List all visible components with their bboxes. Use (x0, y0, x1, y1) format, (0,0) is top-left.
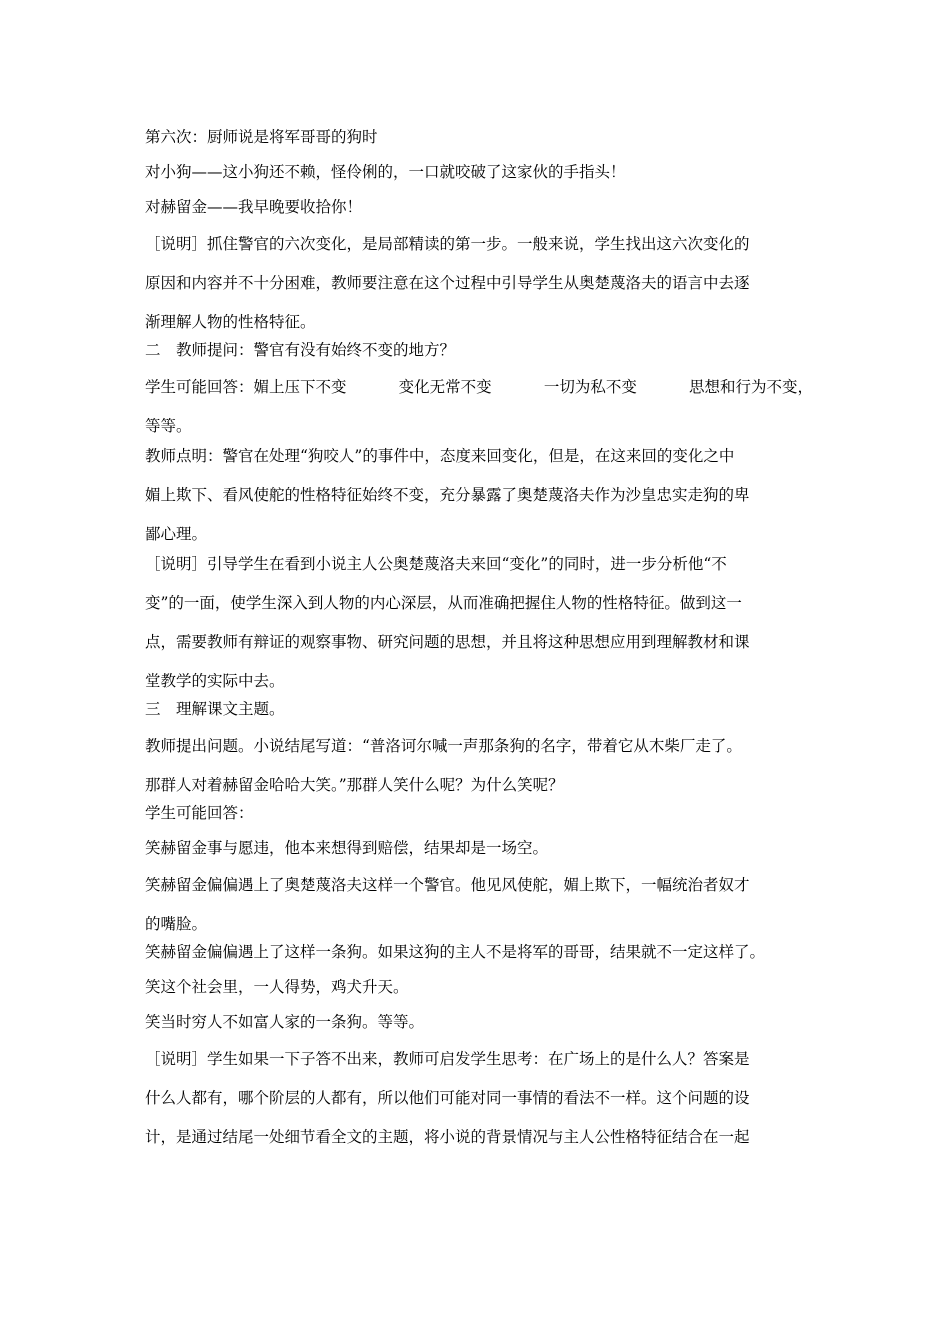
text-line: 笑赫留金偏偏遇上了这样一条狗。如果这狗的主人不是将军的哥哥，结果就不一定这样了。 (145, 943, 766, 961)
section-heading: 二 教师提问：警官有没有始终不变的地方？ (145, 341, 456, 359)
text-line: 笑赫留金偏偏遇上了奥楚蔑洛夫这样一个警官。他见风使舵，媚上欺下，一幅统治者奴才 (145, 876, 750, 894)
text-line: 什么人都有，哪个阶层的人都有，所以他们可能对同一事情的看法不一样。这个问题的设 (145, 1089, 750, 1107)
answer-option: 思想和行为不变， (688, 378, 813, 396)
text-line: 渐理解人物的性格特征。 (145, 313, 316, 331)
text-line: ［说明］引导学生在看到小说主人公奥楚蔑洛夫来回“变化”的同时，进一步分析他“不 (145, 555, 727, 573)
text-line: 鄙心理。 (145, 525, 208, 543)
text-line: 原因和内容并不十分困难，教师要注意在这个过程中引导学生从奥楚蔑洛夫的语言中去逐 (145, 274, 750, 292)
answer-option: 变化无常不变 (398, 378, 492, 396)
text-line: 学生可能回答： (145, 804, 254, 822)
text-line: 媚上欺下、看风使舵的性格特征始终不变，充分暴露了奥楚蔑洛夫作为沙皇忠实走狗的卑 (145, 486, 750, 504)
text-line: 那群人对着赫留金哈哈大笑。”那群人笑什么呢？为什么笑呢？ (145, 776, 564, 794)
section-heading: 三 理解课文主题。 (145, 700, 285, 718)
text-line: 第六次：厨师说是将军哥哥的狗时 (145, 128, 378, 146)
text-line: 笑当时穷人不如富人家的一条狗。等等。 (145, 1013, 425, 1031)
document-body (145, 120, 815, 1157)
text-line: 计，是通过结尾一处细节看全文的主题，将小说的背景情况与主人公性格特征结合在一起 (145, 1128, 750, 1146)
text-line: 点，需要教师有辩证的观察事物、研究问题的思想，并且将这种思想应用到理解教材和课 (145, 633, 750, 651)
text-line: 教师提出问题。小说结尾写道：“普洛诃尔喊一声那条狗的名字，带着它从木柴厂走了。 (145, 737, 742, 755)
text-line: ［说明］学生如果一下子答不出来，教师可启发学生思考：在广场上的是什么人？答案是 (145, 1050, 750, 1068)
text-line: 笑这个社会里，一人得势，鸡犬升天。 (145, 978, 409, 996)
text-line: 对赫留金——我早晚要收拾你！ (145, 198, 363, 216)
answer-option: 学生可能回答：媚上压下不变 (145, 378, 347, 396)
text-line: 堂教学的实际中去。 (145, 672, 285, 690)
text-line: 教师点明：警官在处理“狗咬人”的事件中，态度来回变化，但是，在这来回的变化之中 (145, 447, 735, 465)
answer-options-line (145, 368, 813, 407)
text-line: 等等。 (145, 417, 192, 435)
text-line: 对小狗——这小狗还不赖，怪伶俐的，一口就咬破了这家伙的手指头！ (145, 163, 626, 181)
text-line: 的嘴脸。 (145, 915, 208, 933)
text-line: ［说明］抓住警官的六次变化，是局部精读的第一步。一般来说，学生找出这六次变化的 (145, 235, 750, 253)
text-line: 笑赫留金事与愿违，他本来想得到赔偿，结果却是一场空。 (145, 839, 549, 857)
answer-option: 一切为私不变 (543, 378, 637, 396)
text-line: 变”的一面，使学生深入到人物的内心深层，从而准确把握住人物的性格特征。做到这一 (145, 594, 742, 612)
